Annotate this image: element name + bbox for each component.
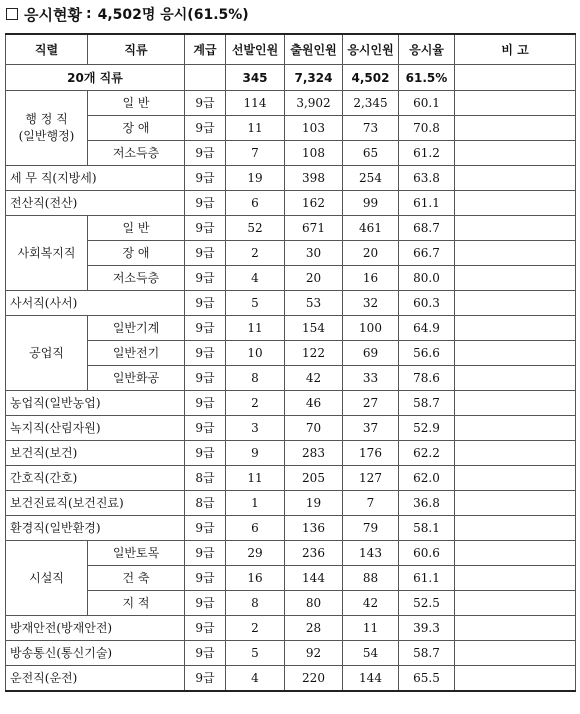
rate-cell: 52.9 <box>399 416 455 441</box>
col-header-grade: 계급 <box>185 34 226 65</box>
series-cell: 녹지직(산림자원) <box>6 416 185 441</box>
rate-cell: 58.7 <box>399 391 455 416</box>
grade-cell: 8급 <box>185 491 226 516</box>
selected-cell: 7 <box>226 141 285 166</box>
selected-cell: 6 <box>226 191 285 216</box>
rate-cell: 66.7 <box>399 241 455 266</box>
series-label-line: 공업직 <box>29 345 64 360</box>
series-cell: 방재안전(방재안전) <box>6 616 185 641</box>
class-cell: 장 애 <box>88 116 185 141</box>
table-row <box>6 341 576 366</box>
grade-cell: 9급 <box>185 541 226 566</box>
selected-cell: 1 <box>226 491 285 516</box>
selected-cell: 2 <box>226 391 285 416</box>
remarks-cell <box>455 516 576 541</box>
section-title: 응시현황 <box>24 5 82 24</box>
table-row <box>6 566 576 591</box>
attended-cell: 27 <box>343 391 399 416</box>
class-cell: 일반토목 <box>88 541 185 566</box>
remarks-cell <box>455 341 576 366</box>
col-header-rate: 응시율 <box>399 34 455 65</box>
class-cell: 건 축 <box>88 566 185 591</box>
series-cell: 방송통신(통신기술) <box>6 641 185 666</box>
applied-cell: 3,902 <box>285 91 343 116</box>
applied-cell: 20 <box>285 266 343 291</box>
applied-cell: 205 <box>285 466 343 491</box>
applied-cell: 283 <box>285 441 343 466</box>
applied-cell: 46 <box>285 391 343 416</box>
table-row <box>6 141 576 166</box>
grade-cell: 9급 <box>185 266 226 291</box>
attended-cell: 33 <box>343 366 399 391</box>
applied-cell: 108 <box>285 141 343 166</box>
attended-cell: 100 <box>343 316 399 341</box>
remarks-cell <box>455 566 576 591</box>
grade-cell: 9급 <box>185 216 226 241</box>
series-label-line: 시설직 <box>29 570 64 585</box>
grade-cell: 9급 <box>185 516 226 541</box>
applied-cell: 70 <box>285 416 343 441</box>
rate-cell: 61.2 <box>399 141 455 166</box>
remarks-cell <box>455 191 576 216</box>
rate-cell: 52.5 <box>399 591 455 616</box>
selected-cell: 6 <box>226 516 285 541</box>
applied-cell: 80 <box>285 591 343 616</box>
class-cell: 일반화공 <box>88 366 185 391</box>
remarks-cell <box>455 591 576 616</box>
table-row <box>6 466 576 491</box>
rate-cell: 60.6 <box>399 541 455 566</box>
remarks-cell <box>455 666 576 692</box>
attended-cell: 20 <box>343 241 399 266</box>
selected-cell: 2 <box>226 241 285 266</box>
attended-cell: 7 <box>343 491 399 516</box>
remarks-cell <box>455 166 576 191</box>
selected-cell: 9 <box>226 441 285 466</box>
series-cell: 사서직(사서) <box>6 291 185 316</box>
table-row <box>6 641 576 666</box>
applied-cell: 136 <box>285 516 343 541</box>
grade-cell: 9급 <box>185 666 226 692</box>
applied-cell: 92 <box>285 641 343 666</box>
selected-cell: 4 <box>226 266 285 291</box>
attended-cell: 42 <box>343 591 399 616</box>
total-selected: 345 <box>226 65 285 91</box>
selected-cell: 8 <box>226 591 285 616</box>
applied-cell: 162 <box>285 191 343 216</box>
col-header-selected: 선발인원 <box>226 34 285 65</box>
grade-cell: 9급 <box>185 191 226 216</box>
checkbox-square-icon <box>6 8 18 20</box>
applied-cell: 53 <box>285 291 343 316</box>
grade-cell: 9급 <box>185 241 226 266</box>
total-row <box>6 65 576 91</box>
rate-cell: 36.8 <box>399 491 455 516</box>
series-cell: 세 무 직(지방세) <box>6 166 185 191</box>
applied-cell: 30 <box>285 241 343 266</box>
attended-cell: 143 <box>343 541 399 566</box>
rate-cell: 61.1 <box>399 191 455 216</box>
grade-cell: 9급 <box>185 441 226 466</box>
attended-cell: 79 <box>343 516 399 541</box>
table-row <box>6 241 576 266</box>
attended-cell: 37 <box>343 416 399 441</box>
total-applied: 7,324 <box>285 65 343 91</box>
rate-cell: 65.5 <box>399 666 455 692</box>
remarks-cell <box>455 316 576 341</box>
attended-cell: 254 <box>343 166 399 191</box>
grade-cell: 9급 <box>185 391 226 416</box>
total-attended: 4,502 <box>343 65 399 91</box>
applied-cell: 220 <box>285 666 343 692</box>
series-label-line: (일반행정) <box>18 129 75 143</box>
grade-cell: 9급 <box>185 141 226 166</box>
remarks-cell <box>455 241 576 266</box>
attended-cell: 11 <box>343 616 399 641</box>
table-row <box>6 191 576 216</box>
applied-cell: 122 <box>285 341 343 366</box>
table-row <box>6 516 576 541</box>
selected-cell: 8 <box>226 366 285 391</box>
attended-cell: 73 <box>343 116 399 141</box>
applied-cell: 398 <box>285 166 343 191</box>
remarks-cell <box>455 616 576 641</box>
grade-cell: 9급 <box>185 316 226 341</box>
col-header-attended: 응시인원 <box>343 34 399 65</box>
selected-cell: 10 <box>226 341 285 366</box>
remarks-cell <box>455 266 576 291</box>
selected-cell: 2 <box>226 616 285 641</box>
remarks-cell <box>455 141 576 166</box>
section-summary: 4,502명 응시(61.5%) <box>97 7 249 23</box>
table-row <box>6 491 576 516</box>
applied-cell: 42 <box>285 366 343 391</box>
series-cell <box>6 316 88 391</box>
selected-cell: 5 <box>226 291 285 316</box>
class-cell: 일반전기 <box>88 341 185 366</box>
table-row <box>6 291 576 316</box>
table-row <box>6 366 576 391</box>
attended-cell: 32 <box>343 291 399 316</box>
class-cell: 지 적 <box>88 591 185 616</box>
series-cell: 농업직(일반농업) <box>6 391 185 416</box>
table-row <box>6 591 576 616</box>
class-cell: 장 애 <box>88 241 185 266</box>
rate-cell: 62.2 <box>399 441 455 466</box>
attended-cell: 144 <box>343 666 399 692</box>
series-label-line: 사회복지직 <box>17 245 76 260</box>
selected-cell: 114 <box>226 91 285 116</box>
remarks-cell <box>455 366 576 391</box>
total-label: 20개 직류 <box>6 65 185 91</box>
rate-cell: 39.3 <box>399 616 455 641</box>
selected-cell: 3 <box>226 416 285 441</box>
grade-cell: 9급 <box>185 566 226 591</box>
exam-status-table <box>5 33 576 692</box>
grade-cell: 9급 <box>185 91 226 116</box>
grade-cell: 9급 <box>185 591 226 616</box>
series-cell <box>6 91 88 166</box>
total-rate: 61.5% <box>399 65 455 91</box>
applied-cell: 19 <box>285 491 343 516</box>
remarks-cell <box>455 91 576 116</box>
col-header-series: 직렬 <box>6 34 88 65</box>
total-remarks <box>455 65 576 91</box>
rate-cell: 61.1 <box>399 566 455 591</box>
grade-cell: 9급 <box>185 366 226 391</box>
section-header <box>6 2 249 26</box>
table-row <box>6 541 576 566</box>
grade-cell: 9급 <box>185 416 226 441</box>
col-header-applied: 출원인원 <box>285 34 343 65</box>
attended-cell: 176 <box>343 441 399 466</box>
remarks-cell <box>455 641 576 666</box>
class-cell: 일 반 <box>88 216 185 241</box>
series-cell: 운전직(운전) <box>6 666 185 692</box>
series-cell: 간호직(간호) <box>6 466 185 491</box>
class-cell: 일 반 <box>88 91 185 116</box>
class-cell: 저소득층 <box>88 266 185 291</box>
applied-cell: 236 <box>285 541 343 566</box>
selected-cell: 16 <box>226 566 285 591</box>
grade-cell: 9급 <box>185 291 226 316</box>
class-cell: 저소득층 <box>88 141 185 166</box>
rate-cell: 56.6 <box>399 341 455 366</box>
class-cell: 일반기계 <box>88 316 185 341</box>
total-grade <box>185 65 226 91</box>
table-row <box>6 391 576 416</box>
remarks-cell <box>455 391 576 416</box>
applied-cell: 671 <box>285 216 343 241</box>
grade-cell: 9급 <box>185 116 226 141</box>
series-cell: 전산직(전산) <box>6 191 185 216</box>
rate-cell: 68.7 <box>399 216 455 241</box>
rate-cell: 60.1 <box>399 91 455 116</box>
attended-cell: 127 <box>343 466 399 491</box>
rate-cell: 63.8 <box>399 166 455 191</box>
grade-cell: 8급 <box>185 466 226 491</box>
selected-cell: 4 <box>226 666 285 692</box>
section-colon: : <box>85 6 92 22</box>
attended-cell: 54 <box>343 641 399 666</box>
rate-cell: 58.1 <box>399 516 455 541</box>
applied-cell: 103 <box>285 116 343 141</box>
attended-cell: 99 <box>343 191 399 216</box>
selected-cell: 11 <box>226 116 285 141</box>
table-row <box>6 266 576 291</box>
rate-cell: 78.6 <box>399 366 455 391</box>
table-row <box>6 441 576 466</box>
selected-cell: 19 <box>226 166 285 191</box>
col-header-class: 직류 <box>88 34 185 65</box>
selected-cell: 5 <box>226 641 285 666</box>
table-row <box>6 91 576 116</box>
rate-cell: 70.8 <box>399 116 455 141</box>
series-label-line: 행 정 직 <box>25 112 68 127</box>
grade-cell: 9급 <box>185 341 226 366</box>
applied-cell: 154 <box>285 316 343 341</box>
selected-cell: 11 <box>226 316 285 341</box>
selected-cell: 11 <box>226 466 285 491</box>
table-header-row <box>6 34 576 65</box>
table-row <box>6 216 576 241</box>
col-header-remarks: 비 고 <box>455 34 576 65</box>
rate-cell: 60.3 <box>399 291 455 316</box>
attended-cell: 69 <box>343 341 399 366</box>
series-cell <box>6 541 88 616</box>
series-cell: 보건진료직(보건진료) <box>6 491 185 516</box>
attended-cell: 461 <box>343 216 399 241</box>
applied-cell: 144 <box>285 566 343 591</box>
table-row <box>6 416 576 441</box>
rate-cell: 62.0 <box>399 466 455 491</box>
grade-cell: 9급 <box>185 166 226 191</box>
remarks-cell <box>455 416 576 441</box>
remarks-cell <box>455 466 576 491</box>
grade-cell: 9급 <box>185 616 226 641</box>
remarks-cell <box>455 216 576 241</box>
grade-cell: 9급 <box>185 641 226 666</box>
remarks-cell <box>455 441 576 466</box>
table-row <box>6 116 576 141</box>
remarks-cell <box>455 491 576 516</box>
table-row <box>6 616 576 641</box>
series-cell <box>6 216 88 291</box>
selected-cell: 29 <box>226 541 285 566</box>
attended-cell: 65 <box>343 141 399 166</box>
table-row <box>6 316 576 341</box>
rate-cell: 58.7 <box>399 641 455 666</box>
table-row <box>6 666 576 692</box>
applied-cell: 28 <box>285 616 343 641</box>
rate-cell: 80.0 <box>399 266 455 291</box>
attended-cell: 16 <box>343 266 399 291</box>
series-cell: 환경직(일반환경) <box>6 516 185 541</box>
attended-cell: 2,345 <box>343 91 399 116</box>
selected-cell: 52 <box>226 216 285 241</box>
rate-cell: 64.9 <box>399 316 455 341</box>
series-cell: 보건직(보건) <box>6 441 185 466</box>
remarks-cell <box>455 541 576 566</box>
remarks-cell <box>455 291 576 316</box>
table-row <box>6 166 576 191</box>
attended-cell: 88 <box>343 566 399 591</box>
remarks-cell <box>455 116 576 141</box>
